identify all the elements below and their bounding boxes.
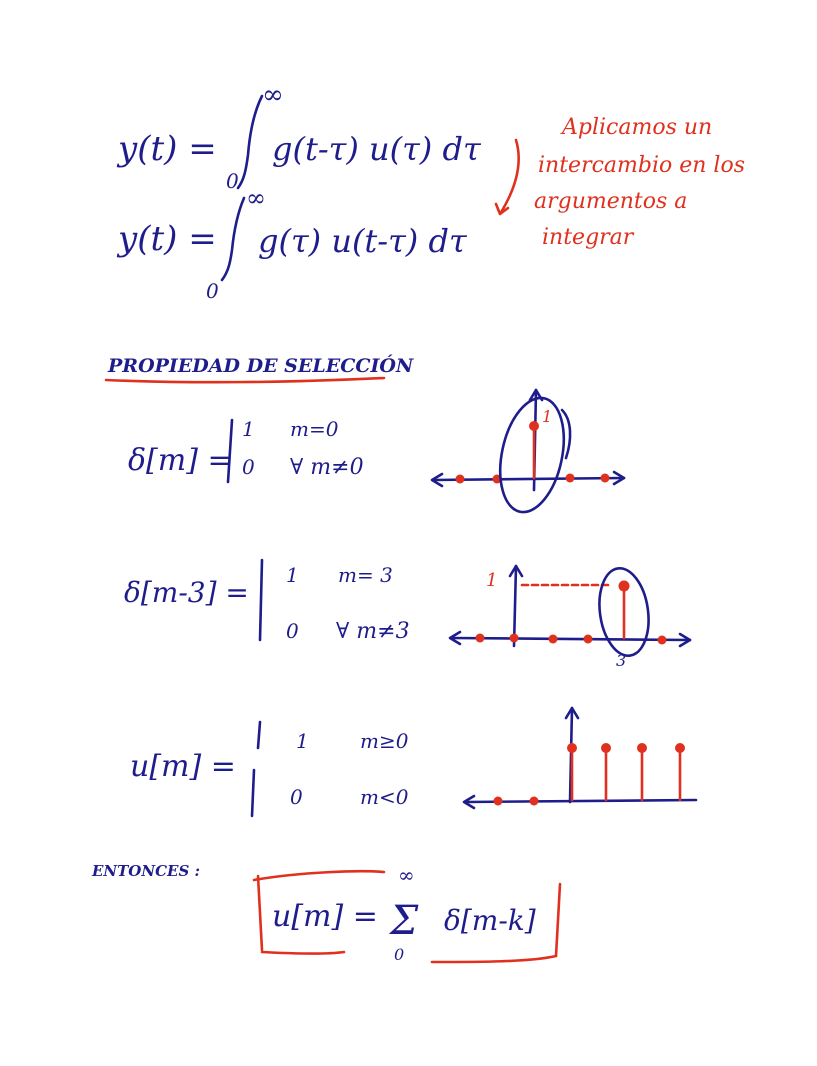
delta-highlight-ellipse [491, 392, 574, 518]
shifted-delta-brace [260, 560, 262, 640]
property-title-underline [106, 378, 384, 382]
integral-2-lower-limit: 0 [206, 279, 219, 303]
shifted-delta-plot [450, 565, 690, 670]
sum-term: δ[m-k] [444, 904, 536, 937]
delta-definition [128, 417, 364, 482]
shifted-delta-definition [124, 560, 410, 644]
delta-case0-condition: ∀ m≠0 [290, 455, 364, 480]
property-title: PROPIEDAD DE SELECCIÓN [108, 355, 414, 377]
shifted-sample-dot [510, 634, 519, 643]
step-case1-condition: m≥0 [360, 729, 409, 753]
note-line-1: Aplicamos un [562, 115, 713, 140]
integral-1-upper-limit: ∞ [262, 80, 284, 110]
convolution-1-lhs: y(t) = [118, 129, 217, 169]
conclusion [91, 862, 560, 964]
step-brace-upper [258, 722, 260, 748]
property-heading [106, 354, 414, 382]
delta-case0-value: 0 [242, 455, 255, 479]
shifted-plot-x-axis [452, 638, 690, 640]
step-sample-zero-dot [530, 797, 539, 806]
shifted-impulse-head [619, 581, 630, 592]
shifted-delta-case1-condition: m= 3 [338, 563, 393, 587]
note-line-4: integrar [542, 225, 634, 250]
sum-symbol: Σ [390, 898, 419, 944]
convolution-2-lhs: y(t) = [118, 219, 217, 259]
integral-2-upper-limit: ∞ [246, 184, 266, 212]
note-arrow [496, 140, 519, 214]
step-brace-lower [252, 770, 254, 816]
delta-case1-condition: m=0 [290, 417, 339, 441]
integral-sign-2 [222, 198, 244, 280]
box-left [258, 876, 262, 950]
delta-sample-dot [456, 475, 465, 484]
step-case0-value: 0 [290, 785, 303, 809]
box-top-left [254, 871, 384, 880]
integral-sign-1 [238, 96, 262, 188]
step-case1-value: 1 [296, 729, 309, 753]
side-note [496, 115, 745, 250]
sum-lower-limit: 0 [394, 945, 405, 964]
delta-sample-dot [601, 474, 610, 483]
sum-upper-limit: ∞ [398, 863, 415, 887]
shifted-plot-x-label: 3 [616, 651, 627, 670]
delta-plot [432, 390, 624, 518]
step-stem-head [567, 743, 577, 753]
convolution-line-2 [116, 184, 468, 303]
convolution-line-1 [116, 80, 482, 193]
conclusion-lead: ENTONCES : [92, 862, 201, 880]
note-line-3: argumentos a [534, 189, 688, 214]
delta-lhs: δ[m] = [128, 443, 233, 478]
shifted-delta-lhs: δ[m-3] = [124, 576, 249, 609]
shifted-plot-y-label: 1 [486, 570, 498, 591]
box-bottom-right [432, 956, 556, 962]
step-lhs: u[m] = [130, 749, 236, 784]
step-definition [130, 722, 409, 816]
step-stem-head [675, 743, 685, 753]
shifted-delta-case1-value: 1 [286, 563, 299, 587]
step-stem-head [637, 743, 647, 753]
shifted-sample-dot [658, 636, 667, 645]
shifted-sample-dot [476, 634, 485, 643]
convolution-1-integrand: g(t-τ) u(τ) dτ [272, 130, 481, 168]
step-plot [464, 708, 696, 808]
delta-impulse-head [529, 421, 539, 431]
step-sample-zero-dot [494, 797, 503, 806]
delta-plot-unit-label: 1 [542, 407, 553, 426]
conclusion-lhs: u[m] = [272, 899, 378, 934]
shifted-sample-dot [549, 635, 558, 644]
shifted-delta-case0-condition: ∀ m≠3 [336, 619, 410, 644]
shifted-sample-dot [584, 635, 593, 644]
convolution-2-integrand: g(τ) u(t-τ) dτ [258, 222, 467, 260]
box-right [556, 884, 560, 956]
delta-sample-dot [566, 474, 575, 483]
note-line-2: intercambio en los [538, 153, 745, 178]
shifted-delta-case0-value: 0 [286, 619, 299, 643]
delta-case1-value: 1 [242, 417, 255, 441]
step-case0-condition: m<0 [360, 785, 409, 809]
integral-1-lower-limit: 0 [226, 169, 239, 193]
box-bottom-left [262, 952, 344, 954]
step-stem-head [601, 743, 611, 753]
